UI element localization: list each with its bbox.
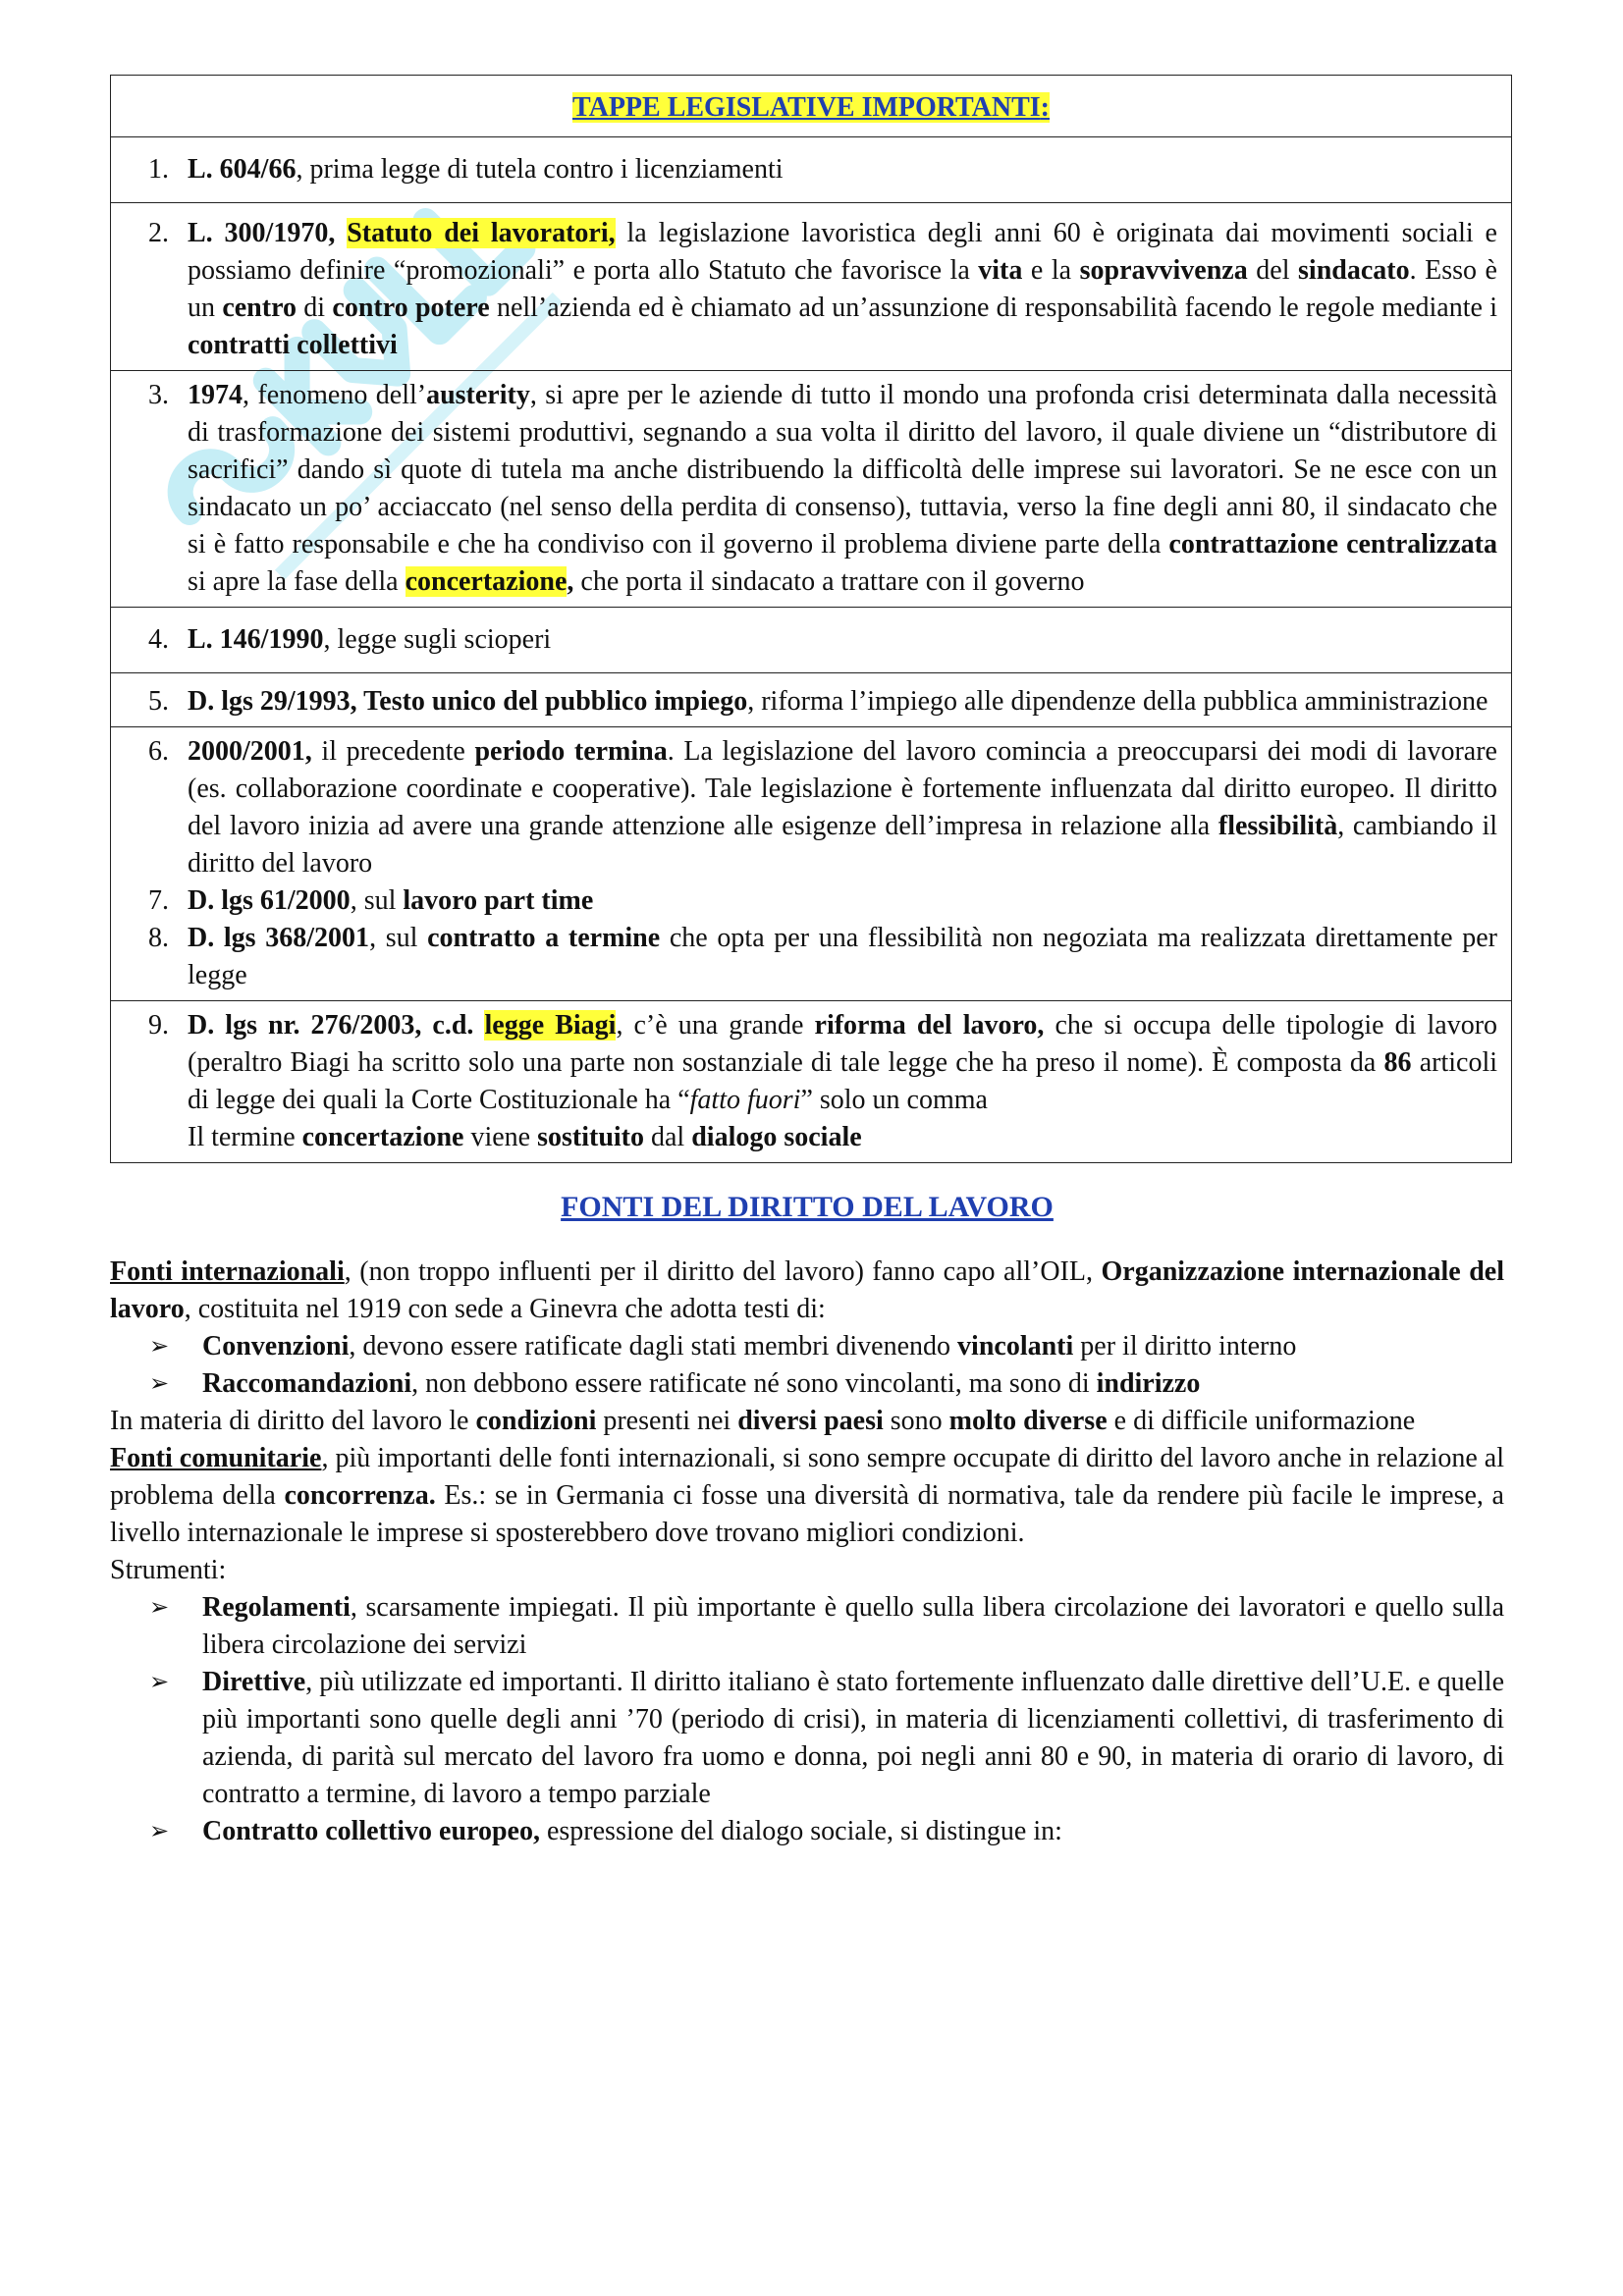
table-row [111,608,1512,673]
table-row [111,727,1512,1001]
list-item-9: 9. D. lgs nr. 276/2003, c.d. legge Biagi, c’è una grande riforma del lavoro, che si occupa delle tipologie di lavoro (peraltro Biagi ha scritto solo una parte non sostanziale di tale legge che ha preso il nome). È composta da 86 articoli di legge dei quali la Corte Costituzionale ha “fatto fuori” solo un comma [148,1010,1498,1115]
list-item-2: 2. L. 300/1970, Statuto dei lavoratori, la legislazione lavoristica degli anni 60 è originata dai movimenti sociali e possiamo definire “promozionali” e porta allo Statuto che favorisce la vita e la sopravvivenza del sindacato. Esso è un centro di contro potere nell’azienda ed è chiamato ad un’assunzione di responsabilità facendo le regole mediante i contratti collettivi [148,218,1498,360]
list-item-3: 3. 1974, fenomeno dell’austerity, si apre per le aziende di tutto il mondo una profonda crisi determinata dalla necessità di trasformazione dei sistemi produttivi, segnando a sua volta il diritto del lavoro, il quale diviene un “distributore di sacrifici” dando sì quote di tutela ma anche distribuendo la difficoltà delle imprese sui lavoratori. Se ne esce con un sindacato un po’ acciaccato (nel senso della perdita di consenso), tuttavia, verso la fine degli anni 80, il sindacato che si è fatto responsabile e che ha condiviso con il governo il problema diviene parte della contrattazione centralizzata si apre la fase della concertazione, che porta il sindacato a trattare con il governo [148,380,1497,597]
list-item-4: 4. L. 146/1990, legge sugli scioperi [148,624,552,655]
highlight-statuto: Statuto dei lavoratori, [347,218,616,248]
bullet-regolamenti: ➢ Regolamenti, scarsamente impiegati. Il più importante è quello sulla libera circolazione dei lavoratori e quello sulla libera circolazione dei servizi [149,1589,1504,1664]
table-row [111,203,1512,371]
table-header-row [111,76,1512,137]
section-fonti [110,1189,1504,1850]
legislative-stages-table [110,75,1512,1163]
table-row [111,371,1512,608]
paragraph-condizioni: In materia di diritto del lavoro le condizioni presenti nei diversi paesi sono molto diverse e di difficile uniformazione [110,1406,1416,1436]
list-item-1: 1. L. 604/66, prima legge di tutela contro i licenziamenti [148,154,784,185]
section-title: FONTI DEL DIRITTO DEL LAVORO [561,1191,1054,1223]
arrow-bullet-icon: ➢ [149,1371,170,1397]
list-item-9-continuation: Il termine concertazione viene sostituito dal dialogo sociale [188,1122,862,1152]
list-item-8: 8. D. lgs 368/2001, sul contratto a termine che opta per una flessibilità non negoziata ma realizzata direttamente per legge [148,923,1498,990]
arrow-bullet-icon: ➢ [149,1595,170,1621]
page-content [110,75,1514,1850]
highlight-concertazione: concertazione [405,566,568,597]
table-title: TAPPE LEGISLATIVE IMPORTANTI [572,92,1041,123]
table-title-cell: TAPPE LEGISLATIVE IMPORTANTI: [111,76,1512,137]
bullet-direttive: ➢ Direttive, più utilizzate ed importanti. Il diritto italiano è stato fortemente influenzato dalle direttive dell’U.E. e quelle più importanti sono quelle degli anni ’70 (periodo di crisi), in materia di licenziamenti collettivi, di trasferimento di azienda, di parità sul mercato del lavoro fra uomo e donna, poi negli anni 80 e 90, in materia di orario di lavoro, di contratto a termine, di lavoro a tempo parziale [149,1664,1504,1813]
arrow-bullet-icon: ➢ [149,1334,170,1360]
table-row [111,673,1512,727]
table-row [111,137,1512,203]
paragraph-fonti-internazionali: Fonti internazionali, (non troppo influenti per il diritto del lavoro) fanno capo all’OIL, Organizzazione internazionale del lavoro, costituita nel 1919 con sede a Ginevra che adotta testi di: [110,1256,1504,1324]
paragraph-strumenti: Strumenti: [110,1555,227,1585]
list-item-6: 6. 2000/2001, il precedente periodo termina. La legislazione del lavoro comincia a preoccuparsi dei modi di lavorare (es. collaborazione coordinate e cooperative). Tale legislazione è fortemente influenzata dal diritto europeo. Il diritto del lavoro inizia ad avere una grande attenzione alle esigenze dell’impresa in relazione alla flessibilità, cambiando il diritto del lavoro [148,736,1498,879]
list-item-5: 5. D. lgs 29/1993, Testo unico del pubblico impiego, riforma l’impiego alle dipendenze della pubblica amministrazione [148,686,1488,717]
highlight-legge-biagi: legge Biagi [484,1010,617,1041]
arrow-bullet-icon: ➢ [149,1670,170,1695]
bullet-contratto-collettivo: ➢ Contratto collettivo europeo, espressione del dialogo sociale, si distingue in: [149,1813,1504,1850]
bullet-raccomandazioni: ➢ Raccomandazioni, non debbono essere ratificate né sono vincolanti, ma sono di indirizzo [149,1365,1504,1403]
paragraph-fonti-comunitarie: Fonti comunitarie, più importanti delle fonti internazionali, si sono sempre occupate di diritto del lavoro anche in relazione al problema della concorrenza. Es.: se in Germania ci fosse una diversità di normativa, tale da rendere più facile le imprese, a livello internazionale le imprese si sposterebbero dove trovano migliori condizioni. [110,1443,1504,1548]
bullet-convenzioni: ➢ Convenzioni, devono essere ratificate dagli stati membri divenendo vincolanti per il diritto interno [149,1328,1504,1365]
table-row [111,1001,1512,1163]
list-item-7: 7. D. lgs 61/2000, sul lavoro part time [148,885,594,916]
arrow-bullet-icon: ➢ [149,1819,170,1844]
